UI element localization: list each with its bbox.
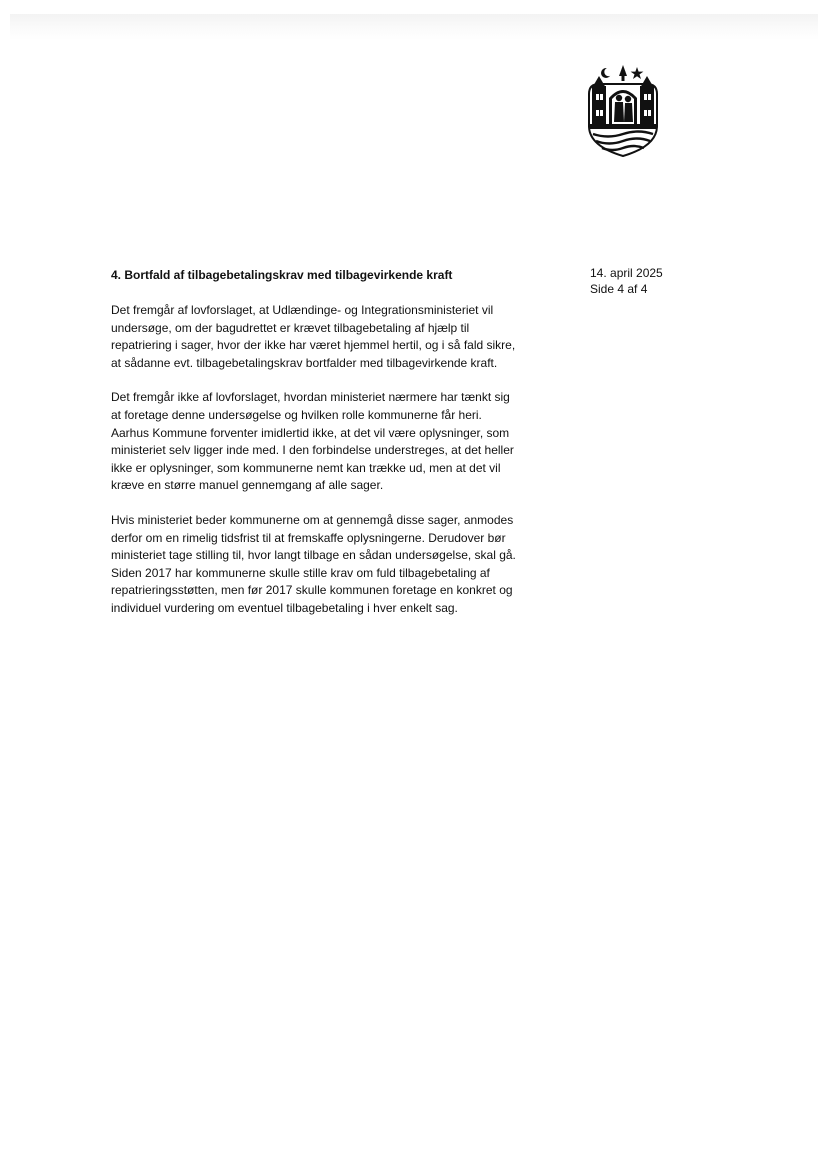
- text-line: at foretage denne undersøgelse og hvilken rolle kommunerne får heri.: [111, 407, 482, 422]
- text-line: repatrieringsstøtten, men før 2017 skulle kommunen foretage en konkret og: [111, 583, 513, 598]
- section-content: [111, 267, 571, 635]
- page-number: Side 4 af 4: [590, 282, 648, 296]
- paragraph: [111, 512, 571, 618]
- paragraph: [111, 389, 571, 495]
- text-line: derfor om en rimelig tidsfrist til at fremskaffe oplysningerne. Derudover bør: [111, 530, 506, 545]
- document-meta: [590, 265, 663, 297]
- text-line: ikke er oplysninger, som kommunerne nemt kan trække ud, men at det vil: [111, 460, 501, 475]
- aarhus-coat-of-arms-icon: [585, 64, 661, 160]
- text-line: kræve en større manuel gennemgang af alle sager.: [111, 478, 384, 493]
- text-line: individuel vurdering om eventuel tilbagebetaling i hver enkelt sag.: [111, 600, 458, 615]
- text-line: repatriering i sager, hvor der ikke har været hjemmel hertil, og i så fald sikre,: [111, 338, 516, 353]
- text-line: Aarhus Kommune forventer imidlertid ikke, at det vil være oplysninger, som: [111, 425, 510, 440]
- text-line: Det fremgår af lovforslaget, at Udlændinge- og Integrationsministeriet vil: [111, 303, 494, 317]
- text-line: ministeriet selv ligger inde med. I den forbindelse understreges, at det heller: [111, 443, 514, 458]
- text-line: at sådanne evt. tilbagebetalingskrav bortfalder med tilbagevirkende kraft.: [111, 355, 498, 370]
- text-line: Siden 2017 har kommunerne skulle stille krav om fuld tilbagebetaling af: [111, 565, 490, 580]
- document-date: 14. april 2025: [590, 266, 663, 280]
- scan-edge: [10, 14, 818, 40]
- text-line: Hvis ministeriet beder kommunerne om at gennemgå disse sager, anmodes: [111, 512, 514, 527]
- text-line: Det fremgår ikke af lovforslaget, hvordan ministeriet nærmere har tænkt sig: [111, 390, 510, 405]
- section-heading: 4. Bortfald af tilbagebetalingskrav med tilbagevirkende kraft: [111, 268, 453, 282]
- text-line: undersøge, om der bagudrettet er krævet tilbagebetaling af hjælp til: [111, 320, 470, 335]
- paragraph: [111, 302, 571, 372]
- text-line: ministeriet tage stilling til, hvor langt tilbage en sådan undersøgelse, skal gå.: [111, 548, 516, 563]
